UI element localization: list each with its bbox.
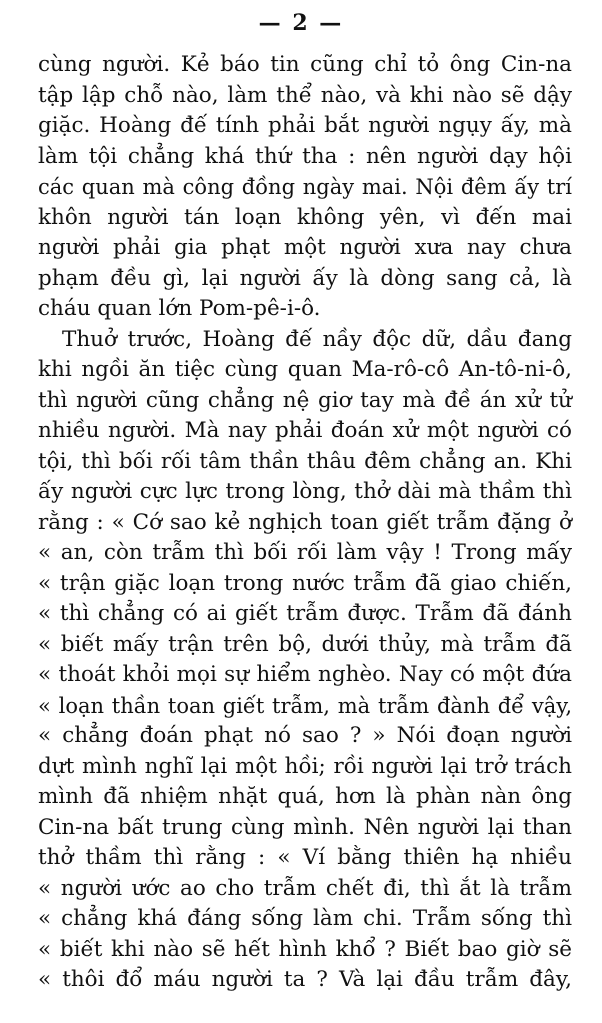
text-line: thì người cũng chẳng nệ giơ tay mà đề án xử tử [38,387,572,413]
text-line: « chẳng đoán phạt nó sao ? » Nói đoạn người [38,723,572,748]
text-line: « thoát khỏi mọi sự hiểm nghèo. Nay có một đứa [38,662,572,687]
text-line: làm tội chẳng khá thứ tha : nên người dạy hội [38,143,572,169]
text-line: khôn người tán loạn không yên, vì đến mai [38,204,572,230]
text-line: « biết khi nào sẽ hết hình khổ ? Biết bao giờ sẽ [38,936,572,962]
text-line: tập lập chỗ nào, làm thể nào, và khi nào sẽ dậy [38,82,572,108]
text-line: « trận giặc loạn trong nước trẫm đã giao chiến, [38,570,572,596]
text-line: cháu quan lớn Pom-pê-i-ô. [38,296,321,321]
text-line: dựt mình nghĩ lại một hồi; rồi người lại trở trách [38,753,572,779]
page-number: — 2 — [258,10,344,36]
text-line: nhiều người. Mà nay phải đoán xử một người có [38,418,572,443]
text-line: « biết mấy trận trên bộ, dưới thủy, mà trẫm đã [38,631,572,657]
text-line: « người ước ao cho trẫm chết đi, thì ắt là trẫm [38,875,572,901]
text-line: các quan mà công đồng ngày mai. Nội đêm ấy trí [38,175,572,199]
text-line: thở thầm thì rằng : « Ví bằng thiên hạ nhiều [38,845,572,870]
text-line: tội, thì bối rối tâm thần thâu đêm chẳng an. Khi [38,448,572,474]
text-line: cùng người. Kẻ báo tin cũng chỉ tỏ ông Cin-na [38,52,572,77]
text-line: phạm đều gì, lại người ấy là dòng sang cả, là [38,265,572,291]
text-line: « loạn thần toan giết trẫm, mà trẫm đành để vậy, [38,693,572,718]
text-line: rằng : « Cớ sao kẻ nghịch toan giết trẫm đặng ở [38,509,572,535]
text-line: giặc. Hoàng đế tính phải bắt người ngụy ấy, mà [38,113,572,138]
text-line: « an, còn trẫm thì bối rối làm vậy ! Trong mấy [38,540,572,565]
text-line: Cin-na bất trung cùng mình. Nên người lại than [38,814,572,840]
text-line: mình đã nhiệm nhặt quá, hơn là phàn nàn ông [38,784,572,809]
text-line: « thì chẳng có ai giết trẫm được. Trẫm đã đánh [38,601,572,626]
text-line: người phải gia phạt một người xưa nay chưa [38,235,572,260]
text-line: ấy người cực lực trong lòng, thở dài mà thầm thì [38,479,572,504]
text-line: Thuở trước, Hoàng đế nầy độc dữ, dầu đang [62,326,572,352]
text-line: « chẳng khá đáng sống làm chi. Trẫm sống thì [38,906,572,931]
text-line: « thôi đổ máu người ta ? Và lại đầu trẫm đây, [38,967,572,992]
text-line: khi ngồi ăn tiệc cùng quan Ma-rô-cô An-tô-ni-ô, [38,357,572,382]
